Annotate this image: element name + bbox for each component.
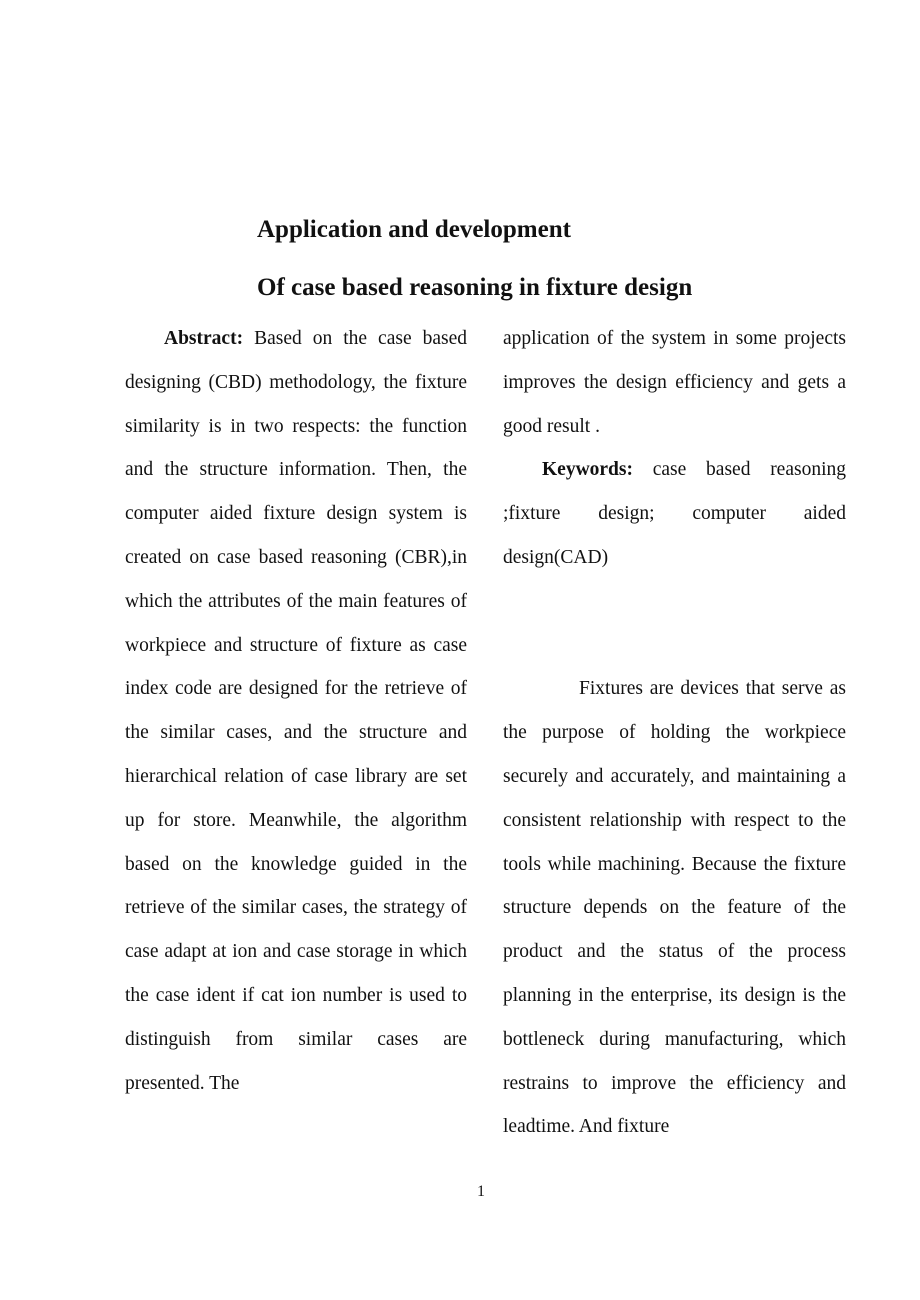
abstract-continuation: application of the system in some projects improves the design efficiency and gets a good result .: [503, 328, 846, 437]
right-column: [503, 317, 846, 1149]
paper-title-line-1: Application and development: [257, 216, 571, 243]
body-paragraph: Fixtures are devices that serve as the purpose of holding the workpiece securely and accurately, and maintaining a consistent relationship with respect to the tools while machining. Because the fixture structure depends on the feature of the product and the status of the process planning in the enterprise, its design is the bottleneck during manufacturing, which restrains to improve the efficiency and leadtime. And fixture: [503, 678, 846, 1138]
left-column: [125, 317, 467, 1105]
abstract-paragraph: [125, 317, 467, 1105]
paper-title-line-2: Of case based reasoning in fixture design: [257, 274, 693, 301]
abstract-label: Abstract:: [164, 328, 244, 349]
abstract-text: Based on the case based designing (CBD) methodology, the fixture similarity is in two respects: the function and the structure information. Then, the computer aided fixture design system is created on case based reasoning (CBR),in which the attributes of the main features of workpiece and structure of fixture as case index code are designed for the retrieve of the similar cases, and the structure and hierarchical relation of case library are set up for store. Meanwhile, the algorithm based on the knowledge guided in the retrieve of the similar cases, the strategy of case adapt at ion and case storage in which the case ident if cat ion number is used to distinguish from similar cases are presented. The: [125, 328, 467, 1094]
keywords-text: case based reasoning ;fixture design; computer aided design(CAD): [503, 459, 847, 568]
section-spacer: [503, 580, 846, 668]
keywords-label: Keywords:: [542, 459, 633, 481]
keywords-paragraph: [503, 448, 846, 579]
page-number: 1: [477, 1183, 485, 1200]
